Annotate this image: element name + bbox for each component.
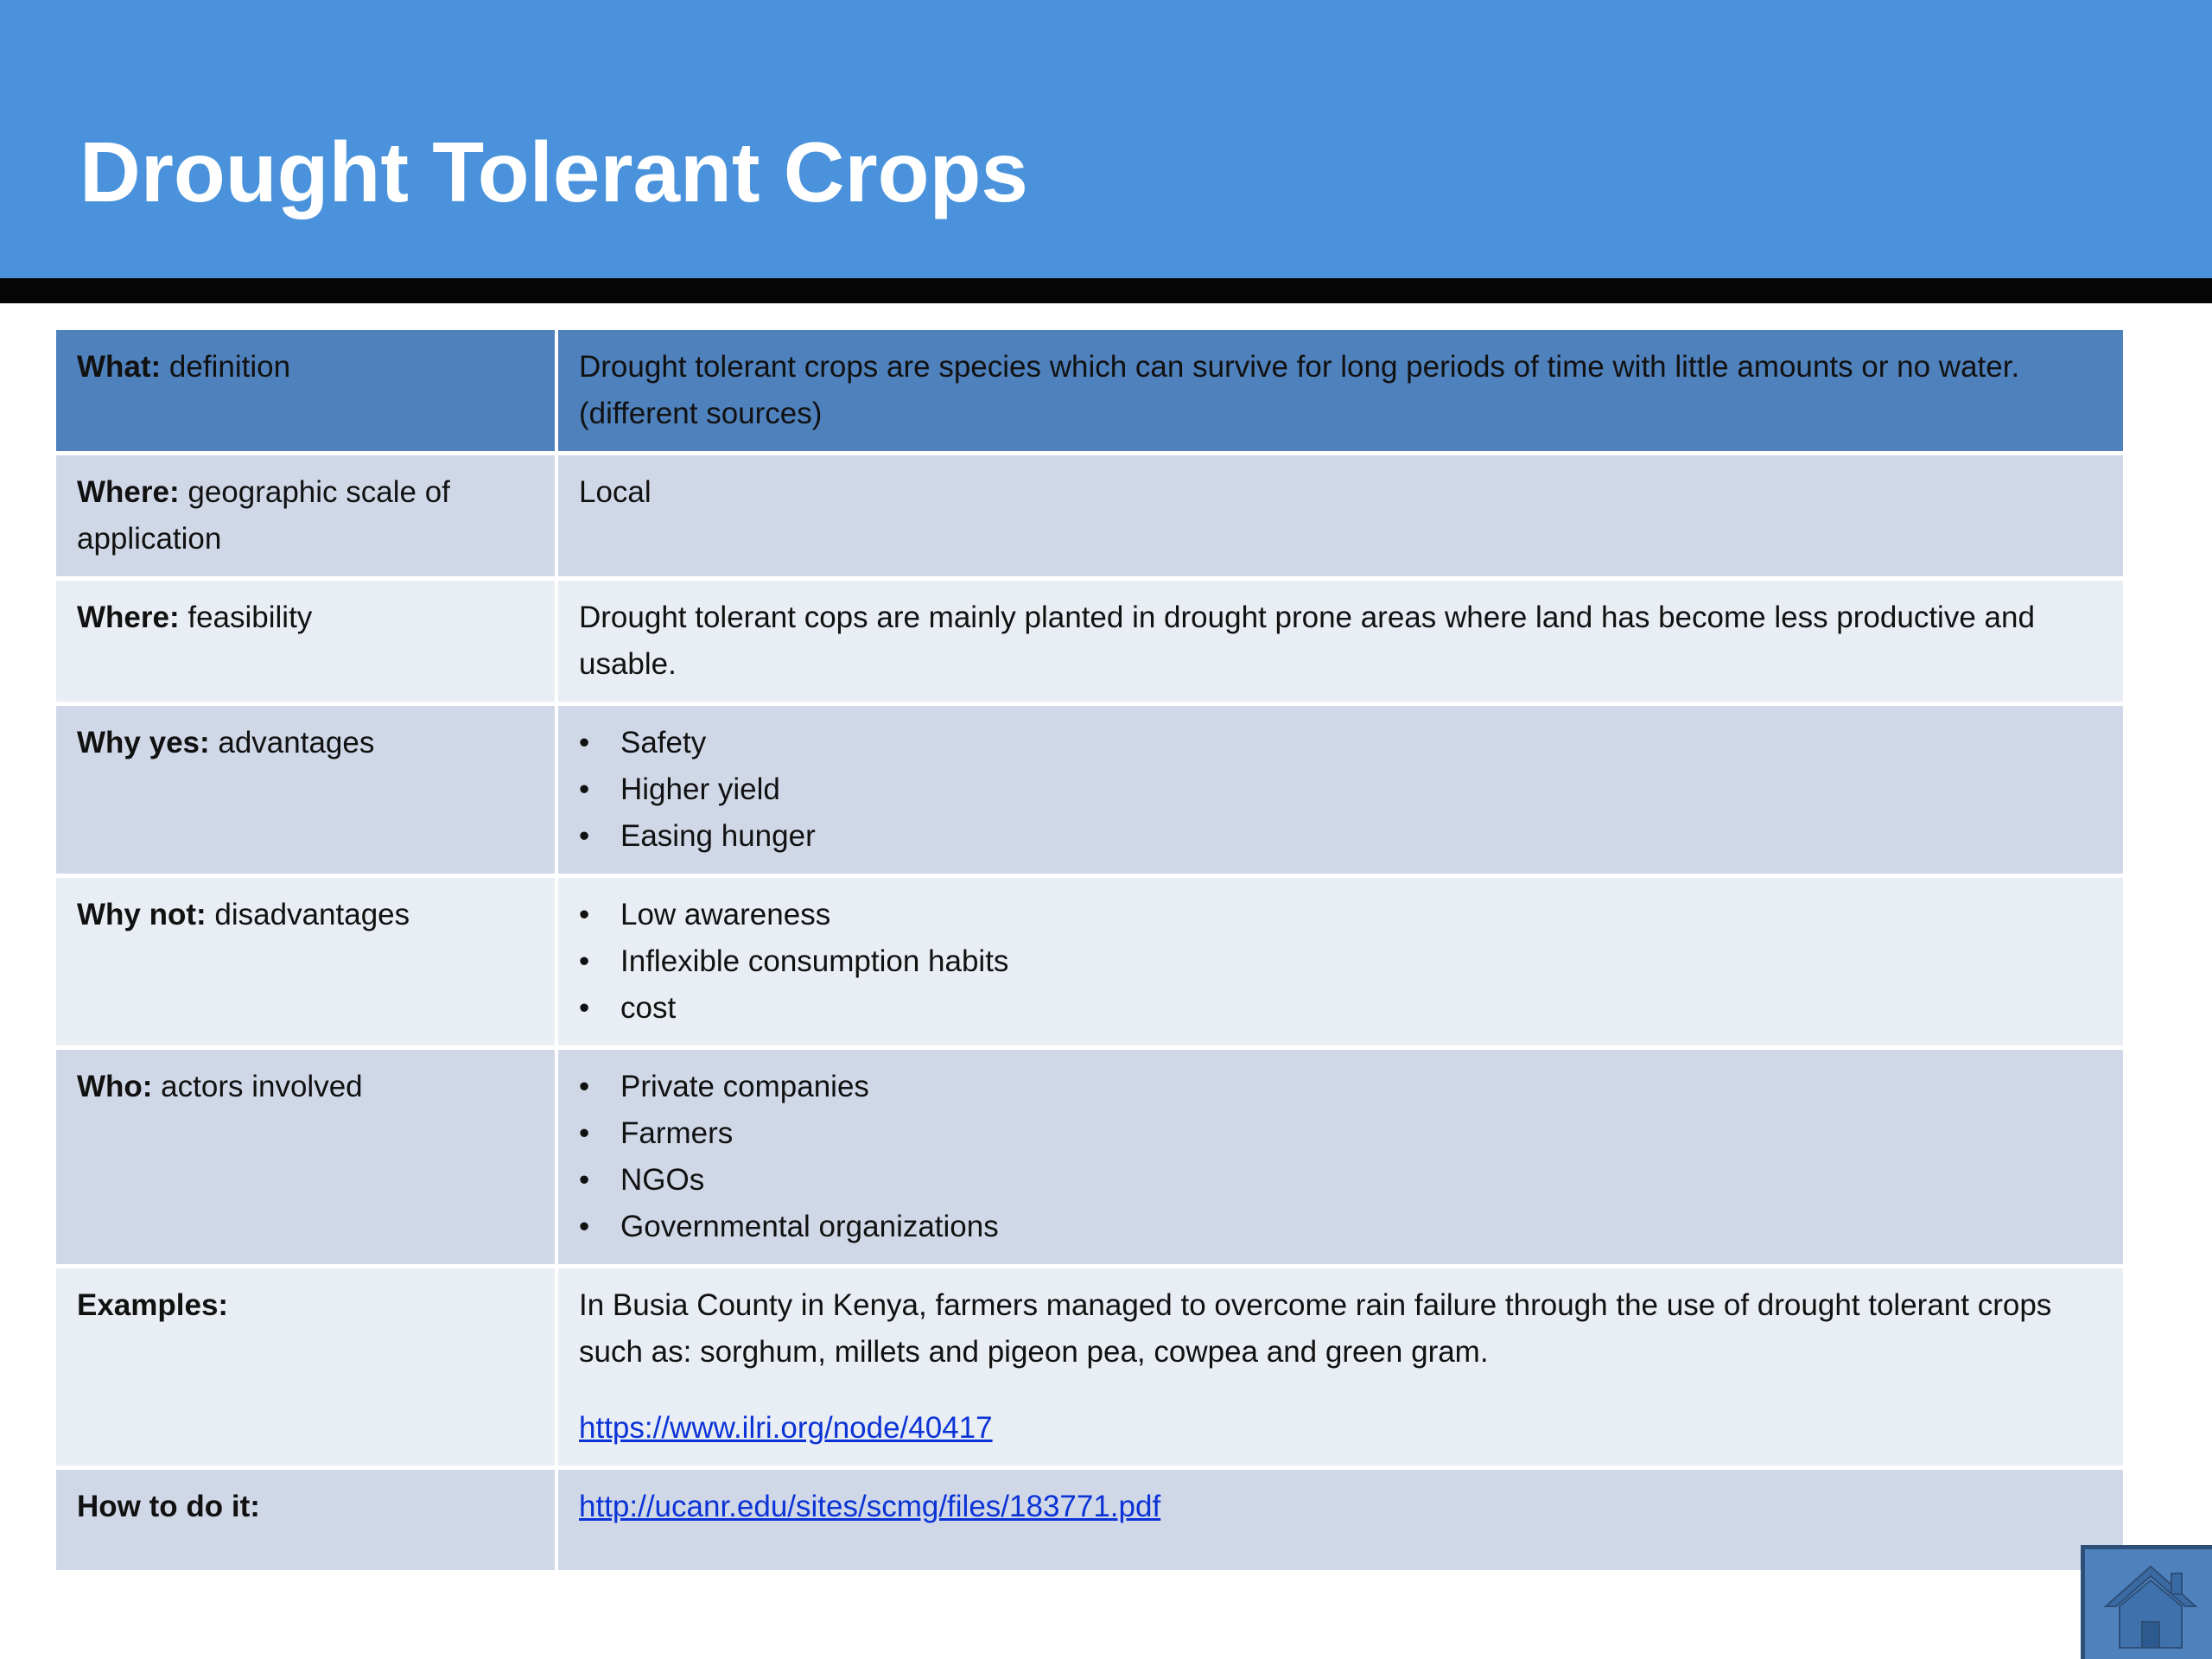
table-row-advantages xyxy=(56,704,2123,876)
row-content xyxy=(556,1048,2123,1267)
info-table xyxy=(56,330,2123,1574)
list-item: • Safety xyxy=(579,720,2102,766)
list-item: • cost xyxy=(579,985,2102,1032)
list-item: • Governmental organizations xyxy=(579,1204,2102,1250)
row-content xyxy=(556,1267,2123,1468)
example-link[interactable]: https://www.ilri.org/node/40417 xyxy=(579,1411,993,1445)
row-content: Drought tolerant crops are species which can survive for long periods of time with little amounts or no water. (different sources) xyxy=(556,330,2123,454)
row-content: Local xyxy=(556,454,2123,579)
row-content xyxy=(556,1468,2123,1573)
example-text: In Busia County in Kenya, farmers managed to overcome rain failure through the use of drought tolerant crops such as: sorghum, millets and pigeon pea, cowpea and green gram. xyxy=(579,1288,2052,1369)
list-item: • Private companies xyxy=(579,1064,2102,1110)
slide-title: Drought Tolerant Crops xyxy=(79,124,1028,219)
list-item: • Higher yield xyxy=(579,766,2102,813)
row-label: Where: feasibility xyxy=(56,579,556,704)
list-item: • Easing hunger xyxy=(579,813,2102,860)
table-row-how-to xyxy=(56,1468,2123,1573)
list-item: • Inflexible consumption habits xyxy=(579,938,2102,985)
home-button[interactable] xyxy=(2081,1545,2212,1659)
table-row-disadvantages xyxy=(56,876,2123,1048)
row-content xyxy=(556,876,2123,1048)
table-row-what xyxy=(56,330,2123,454)
row-label: What: definition xyxy=(56,330,556,454)
row-label: Why not: disadvantages xyxy=(56,876,556,1048)
table-row-feasibility xyxy=(56,579,2123,704)
list-item: • Low awareness xyxy=(579,892,2102,938)
table-row-actors xyxy=(56,1048,2123,1267)
how-to-link[interactable]: http://ucanr.edu/sites/scmg/files/183771.pdf xyxy=(579,1490,1161,1523)
bullet-list xyxy=(579,892,2102,1032)
row-content xyxy=(556,704,2123,876)
list-item: • NGOs xyxy=(579,1157,2102,1204)
bullet-list xyxy=(579,1064,2102,1250)
bullet-list xyxy=(579,720,2102,860)
table-row-examples xyxy=(56,1267,2123,1468)
header-divider xyxy=(0,278,2212,303)
row-label: Why yes: advantages xyxy=(56,704,556,876)
row-label: Who: actors involved xyxy=(56,1048,556,1267)
home-icon xyxy=(2102,1561,2199,1651)
list-item: • Farmers xyxy=(579,1110,2102,1157)
table-row-scale xyxy=(56,454,2123,579)
row-content: Drought tolerant cops are mainly planted in drought prone areas where land has become less productive and usable. xyxy=(556,579,2123,704)
row-label: How to do it: xyxy=(56,1468,556,1573)
row-label: Examples: xyxy=(56,1267,556,1468)
row-label: Where: geographic scale of application xyxy=(56,454,556,579)
